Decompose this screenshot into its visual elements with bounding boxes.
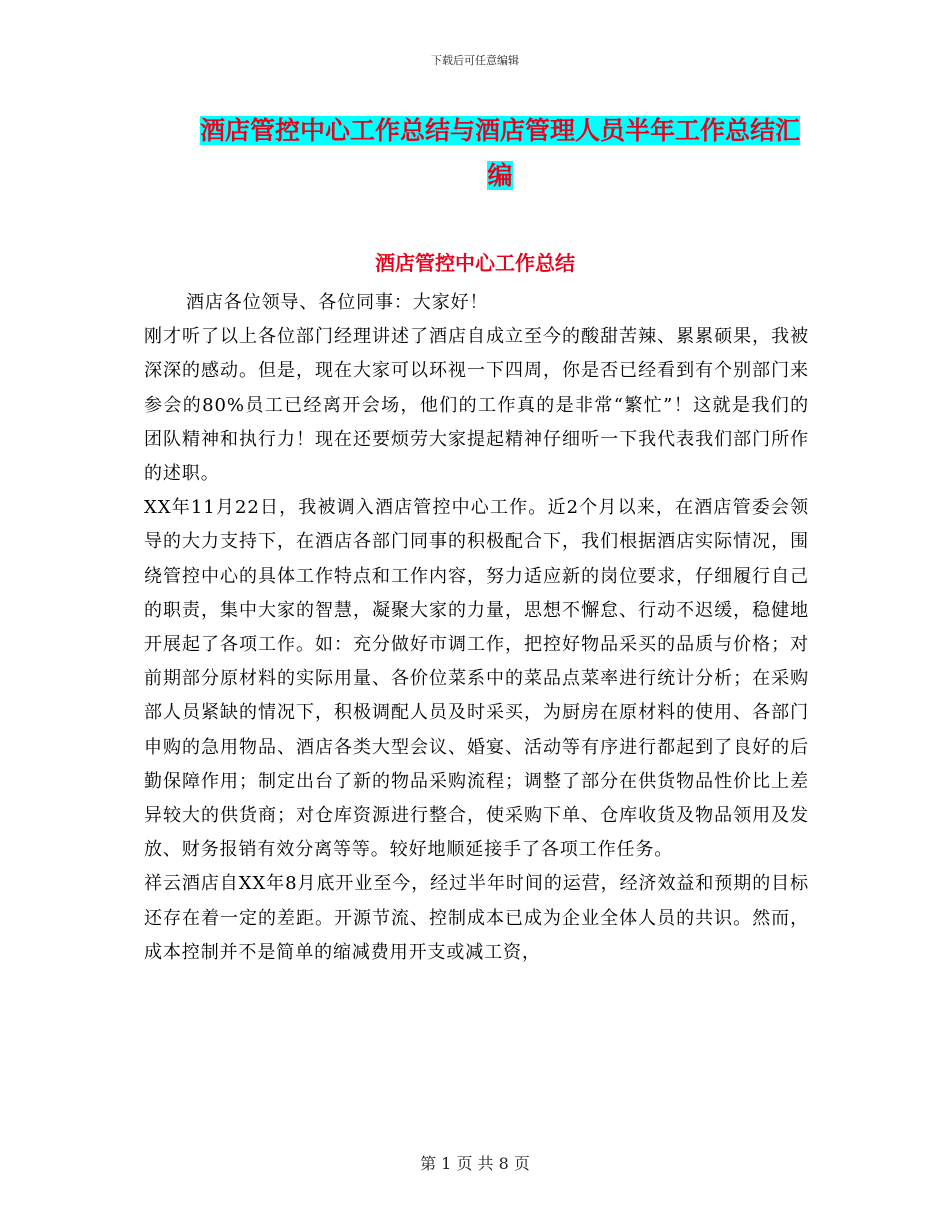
page-number-footer: 第 1 页 共 8 页: [420, 1154, 530, 1173]
document-title: [190, 108, 810, 198]
body-paragraph: XX年11月22日，我被调入酒店管控中心工作。近2个月以来，在酒店管委会领导的大力支持下，在酒店各部门同事的积极配合下，我们根据酒店实际情况，围绕管控中心的具体工作特点和工作内容，努力适应新的岗位要求，仔细履行自己的职责，集中大家的智慧，凝聚大家的力量，思想不懈怠、行动不迟缓，稳健地开展起了各项工作。如：充分做好市调工作，把控好物品采买的品质与价格；对前期部分原材料的实际用量、各价位菜系中的菜品点菜率进行统计分析；在采购部人员紧缺的情况下，积极调配人员及时采买，为厨房在原材料的使用、各部门申购的急用物品、酒店各类大型会议、婚宴、活动等有序进行都起到了良好的后勤保障作用；制定出台了新的物品采购流程；调整了部分在供货物品性价比上差异较大的供货商；对仓库资源进行整合，使采购下单、仓库收货及物品领用及发放、财务报销有效分离等等。较好地顺延接手了各项工作任务。: [144, 497, 809, 861]
header-note: 下载后可任意编辑: [431, 54, 519, 67]
body-paragraph: 刚才听了以上各位部门经理讲述了酒店自成立至今的酸甜苦辣、累累硕果，我被深深的感动。但是，现在大家可以环视一下四周，你是否已经看到有个别部门来参会的80%员工已经离开会场，他们的工作真的是非常“繁忙”！这就是我们的团队精神和执行力！现在还要烦劳大家提起精神仔细听一下我代表我们部门所作的述职。: [144, 326, 809, 485]
document-body: [144, 286, 809, 970]
section-title: 酒店管控中心工作总结: [375, 251, 575, 275]
greeting-paragraph: 酒店各位领导、各位同事：大家好！: [186, 292, 489, 313]
body-paragraph: 祥云酒店自XX年8月底开业至今，经过半年时间的运营，经济效益和预期的目标还存在着一定的差距。开源节流、控制成本已成为企业全体人员的共识。然而，成本控制并不是简单的缩减费用开支或减工资，: [144, 873, 809, 963]
document-title-text: 酒店管控中心工作总结与酒店管理人员半年工作总结汇编: [199, 116, 800, 190]
